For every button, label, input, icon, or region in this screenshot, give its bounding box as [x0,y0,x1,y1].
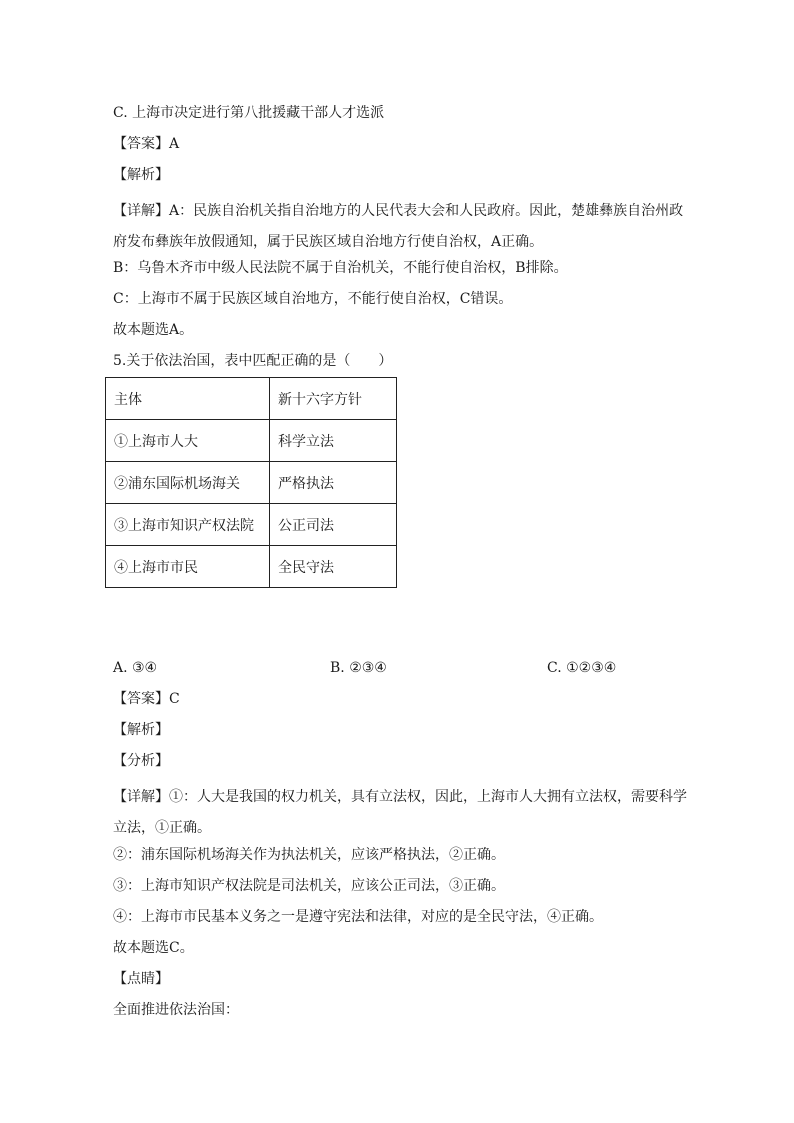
table-row [106,504,397,546]
analysis-label-previous: 【解析】 [113,167,169,183]
conclusion: 故本题选C。 [113,940,194,956]
dianjing-label: 【点睛】 [113,971,169,987]
table-cell: 严格执法 [270,462,397,504]
table-cell: ③上海市知识产权法院 [106,504,270,546]
last-line: 全面推进依法治国： [113,1002,239,1018]
table-cell: 公正司法 [270,504,397,546]
answer-label: 【答案】C [113,691,180,707]
analysis-label: 【解析】 [113,722,169,738]
option-c-previous: C. 上海市决定进行第八批援藏干部人才选派 [113,105,385,121]
table-header-cell: 主体 [106,378,270,420]
table-cell: ④上海市市民 [106,546,270,588]
table-cell: ②浦东国际机场海关 [106,462,270,504]
table-cell: 全民守法 [270,546,397,588]
detail-explanation: 【详解】①：人大是我国的权力机关，具有立法权，因此，上海市人大拥有立法权，需要科学立法，①正确。 [113,789,687,836]
table-header-cell: 新十六字方针 [270,378,397,420]
conclusion-previous: 故本题选A。 [113,322,194,338]
table-cell: ①上海市人大 [106,420,270,462]
answer-label-previous: 【答案】A [113,136,180,152]
matching-table [105,377,397,588]
table-cell: 科学立法 [270,420,397,462]
option-a: A. ③④ [113,660,158,676]
table-header-row [106,378,397,420]
explanation-b: B：乌鲁木齐市中级人民法院不属于自治机关，不能行使自治权，B排除。 [113,260,568,276]
detail-previous: 【详解】A：民族自治机关指自治地方的人民代表大会和人民政府。因此，楚雄彝族自治州政府发布彝族年放假通知，属于民族区域自治地方行使自治权，A正确。 [113,203,684,250]
table-row [106,420,397,462]
table-row [106,462,397,504]
fenxi-label: 【分析】 [113,753,169,769]
option-b: B. ②③④ [330,660,387,676]
table-row [106,546,397,588]
explanation-4: ④：上海市市民基本义务之一是遵守宪法和法律，对应的是全民守法，④正确。 [113,909,603,925]
question-5: 5.关于依法治国，表中匹配正确的是（ ） [113,353,393,369]
explanation-3: ③：上海市知识产权法院是司法机关，应该公正司法，③正确。 [113,878,505,894]
option-c: C. ①②③④ [547,660,617,676]
explanation-2: ②：浦东国际机场海关作为执法机关，应该严格执法，②正确。 [113,847,505,863]
explanation-c: C：上海市不属于民族区域自治地方，不能行使自治权，C错误。 [113,291,513,307]
